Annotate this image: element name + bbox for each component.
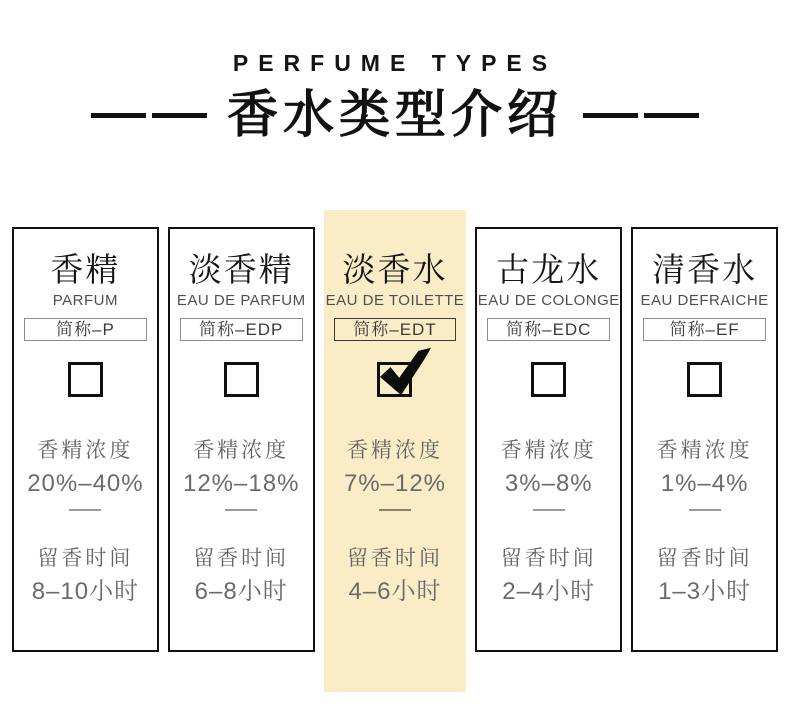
abbr-box: 简称–EDT xyxy=(334,318,457,341)
perfume-type-cards xyxy=(12,227,778,692)
perfume-card-eau-defraiche xyxy=(631,227,778,652)
type-name-cn: 淡香水 xyxy=(342,251,448,288)
page-subtitle: PERFUME TYPES xyxy=(232,50,558,76)
concentration-label: 香精浓度 xyxy=(656,439,753,462)
checkbox-unchecked-icon xyxy=(68,362,103,397)
checkbox-unchecked-icon xyxy=(224,362,259,397)
dash-icon xyxy=(583,113,638,118)
perfume-card-eau-de-parfum xyxy=(168,227,315,652)
concentration-value: 3%–8% xyxy=(504,470,593,497)
type-name-en: EAU DE COLONGE xyxy=(477,292,620,309)
duration-value: 8–10小时 xyxy=(31,578,140,605)
checkbox-unchecked-icon xyxy=(687,362,722,397)
type-name-en: PARFUM xyxy=(52,292,119,309)
abbr-box: 简称–EDC xyxy=(487,318,610,341)
checkmark-icon xyxy=(377,347,431,397)
concentration-label: 香精浓度 xyxy=(193,439,290,462)
title-right-dashes xyxy=(583,113,699,118)
type-name-en: EAU DEFRAICHE xyxy=(640,292,769,309)
concentration-value: 1%–4% xyxy=(660,470,749,497)
checkbox-checked-icon xyxy=(377,362,412,397)
divider xyxy=(225,509,257,511)
concentration-value: 12%–18% xyxy=(182,470,300,497)
type-name-cn: 香精 xyxy=(50,251,121,288)
checkbox-unchecked-icon xyxy=(531,362,566,397)
duration-value: 1–3小时 xyxy=(658,578,752,605)
divider xyxy=(69,509,101,511)
title-left-dashes xyxy=(91,113,207,118)
concentration-label: 香精浓度 xyxy=(500,439,597,462)
divider xyxy=(689,509,721,511)
duration-label: 留香时间 xyxy=(346,547,443,570)
page-title-row xyxy=(0,87,790,143)
abbr-box: 简称–P xyxy=(24,318,147,341)
type-name-cn: 淡香精 xyxy=(188,251,294,288)
dash-icon xyxy=(91,113,146,118)
duration-label: 留香时间 xyxy=(500,547,597,570)
abbr-box: 简称–EF xyxy=(643,318,766,341)
duration-label: 留香时间 xyxy=(37,547,134,570)
duration-value: 2–4小时 xyxy=(502,578,596,605)
perfume-card-parfum xyxy=(12,227,159,652)
concentration-label: 香精浓度 xyxy=(37,439,134,462)
concentration-value: 7%–12% xyxy=(343,470,447,497)
duration-value: 4–6小时 xyxy=(348,578,442,605)
concentration-label: 香精浓度 xyxy=(346,439,443,462)
type-name-cn: 清香水 xyxy=(652,251,758,288)
duration-label: 留香时间 xyxy=(193,547,290,570)
type-name-en: EAU DE PARFUM xyxy=(176,292,306,309)
duration-label: 留香时间 xyxy=(656,547,753,570)
divider xyxy=(533,509,565,511)
page-title: 香水类型介绍 xyxy=(226,86,563,143)
dash-icon xyxy=(152,113,207,118)
perfume-card-eau-de-toilette xyxy=(324,210,467,692)
divider xyxy=(379,509,411,511)
type-name-en: EAU DE TOILETTE xyxy=(325,292,465,309)
type-name-cn: 古龙水 xyxy=(496,251,602,288)
dash-icon xyxy=(644,113,699,118)
concentration-value: 20%–40% xyxy=(27,470,144,497)
perfume-card-eau-de-colonge xyxy=(475,227,622,652)
abbr-box: 简称–EDP xyxy=(180,318,303,341)
duration-value: 6–8小时 xyxy=(194,578,288,605)
page-header xyxy=(0,0,790,143)
